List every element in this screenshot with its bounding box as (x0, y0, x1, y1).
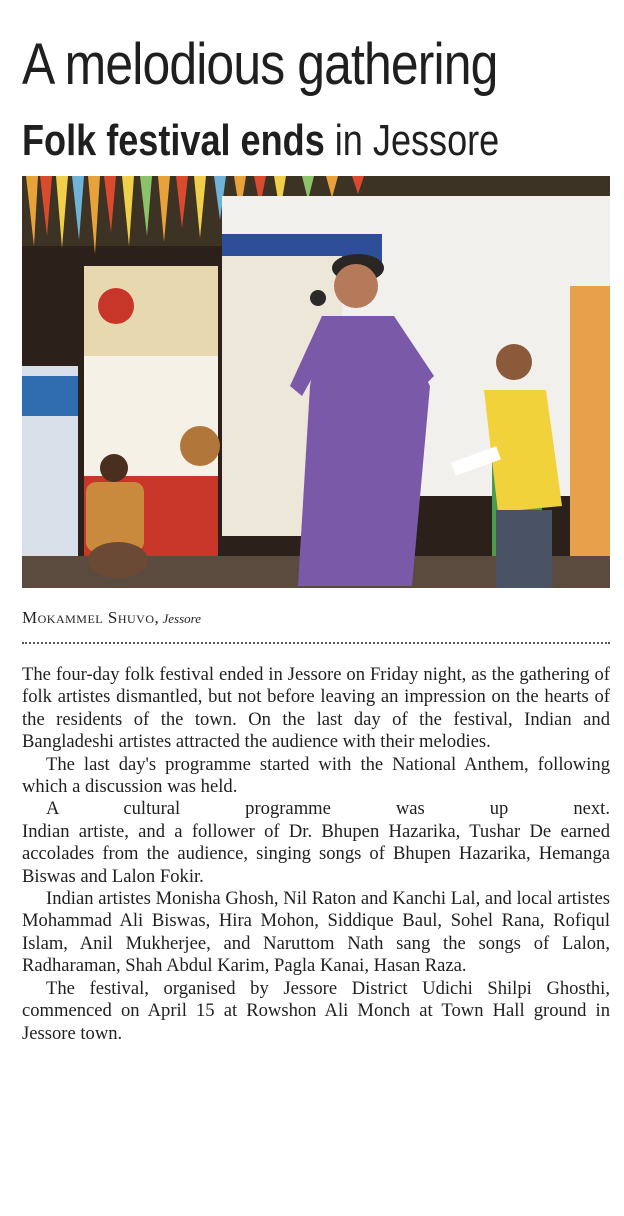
article-photo (22, 176, 610, 588)
subheadline (22, 112, 547, 170)
subheadline-bold: Folk festival ends (22, 116, 325, 165)
byline-location: Jessore (159, 611, 201, 626)
paragraph-4: Indian artiste, and a follower of Dr. Bhupen Hazarika, Tushar De earned accolades from the audience, singing songs of Bhupen Hazarika, Hemanga Biswas and Lalon Fokir. (22, 820, 610, 887)
byline-author: Mokammel Shuvo, (22, 608, 160, 627)
paragraph-1: The four-day folk festival ended in Jessore on Friday night, as the gathering of folk artistes dismantled, but not before leaving an impression on the hearts of the residents of the town. On the last day of the festival, Indian and Bangladeshi artistes attracted the audience with their melodies. (22, 664, 610, 753)
byline (22, 608, 612, 628)
subheadline-rest: in Jessore (324, 116, 500, 165)
paragraph-5: Indian artistes Monisha Ghosh, Nil Raton and Kanchi Lal, and local artistes Mohammad Ali Biswas, Hira Mohon, Siddique Baul, Sohel Rana, Rofiqul Islam, Anil Mukherjee, and Naruttom Nath sang the songs of Lalon, Radharaman, Shah Abdul Karim, Pagla Kanai, Hasan Raza. (22, 888, 610, 977)
paragraph-3: A cultural programme was up next. (46, 798, 610, 820)
dotted-divider (22, 642, 610, 644)
headline: A melodious gathering (22, 32, 498, 97)
paragraph-2: The last day's programme started with the National Anthem, following which a discussion was held. (22, 753, 610, 798)
article-body (22, 664, 610, 1045)
paragraph-6: The festival, organised by Jessore District Udichi Shilpi Ghosthi, commenced on April 15 at Rowshon Ali Monch at Town Hall ground in Jessore town. (22, 977, 610, 1044)
